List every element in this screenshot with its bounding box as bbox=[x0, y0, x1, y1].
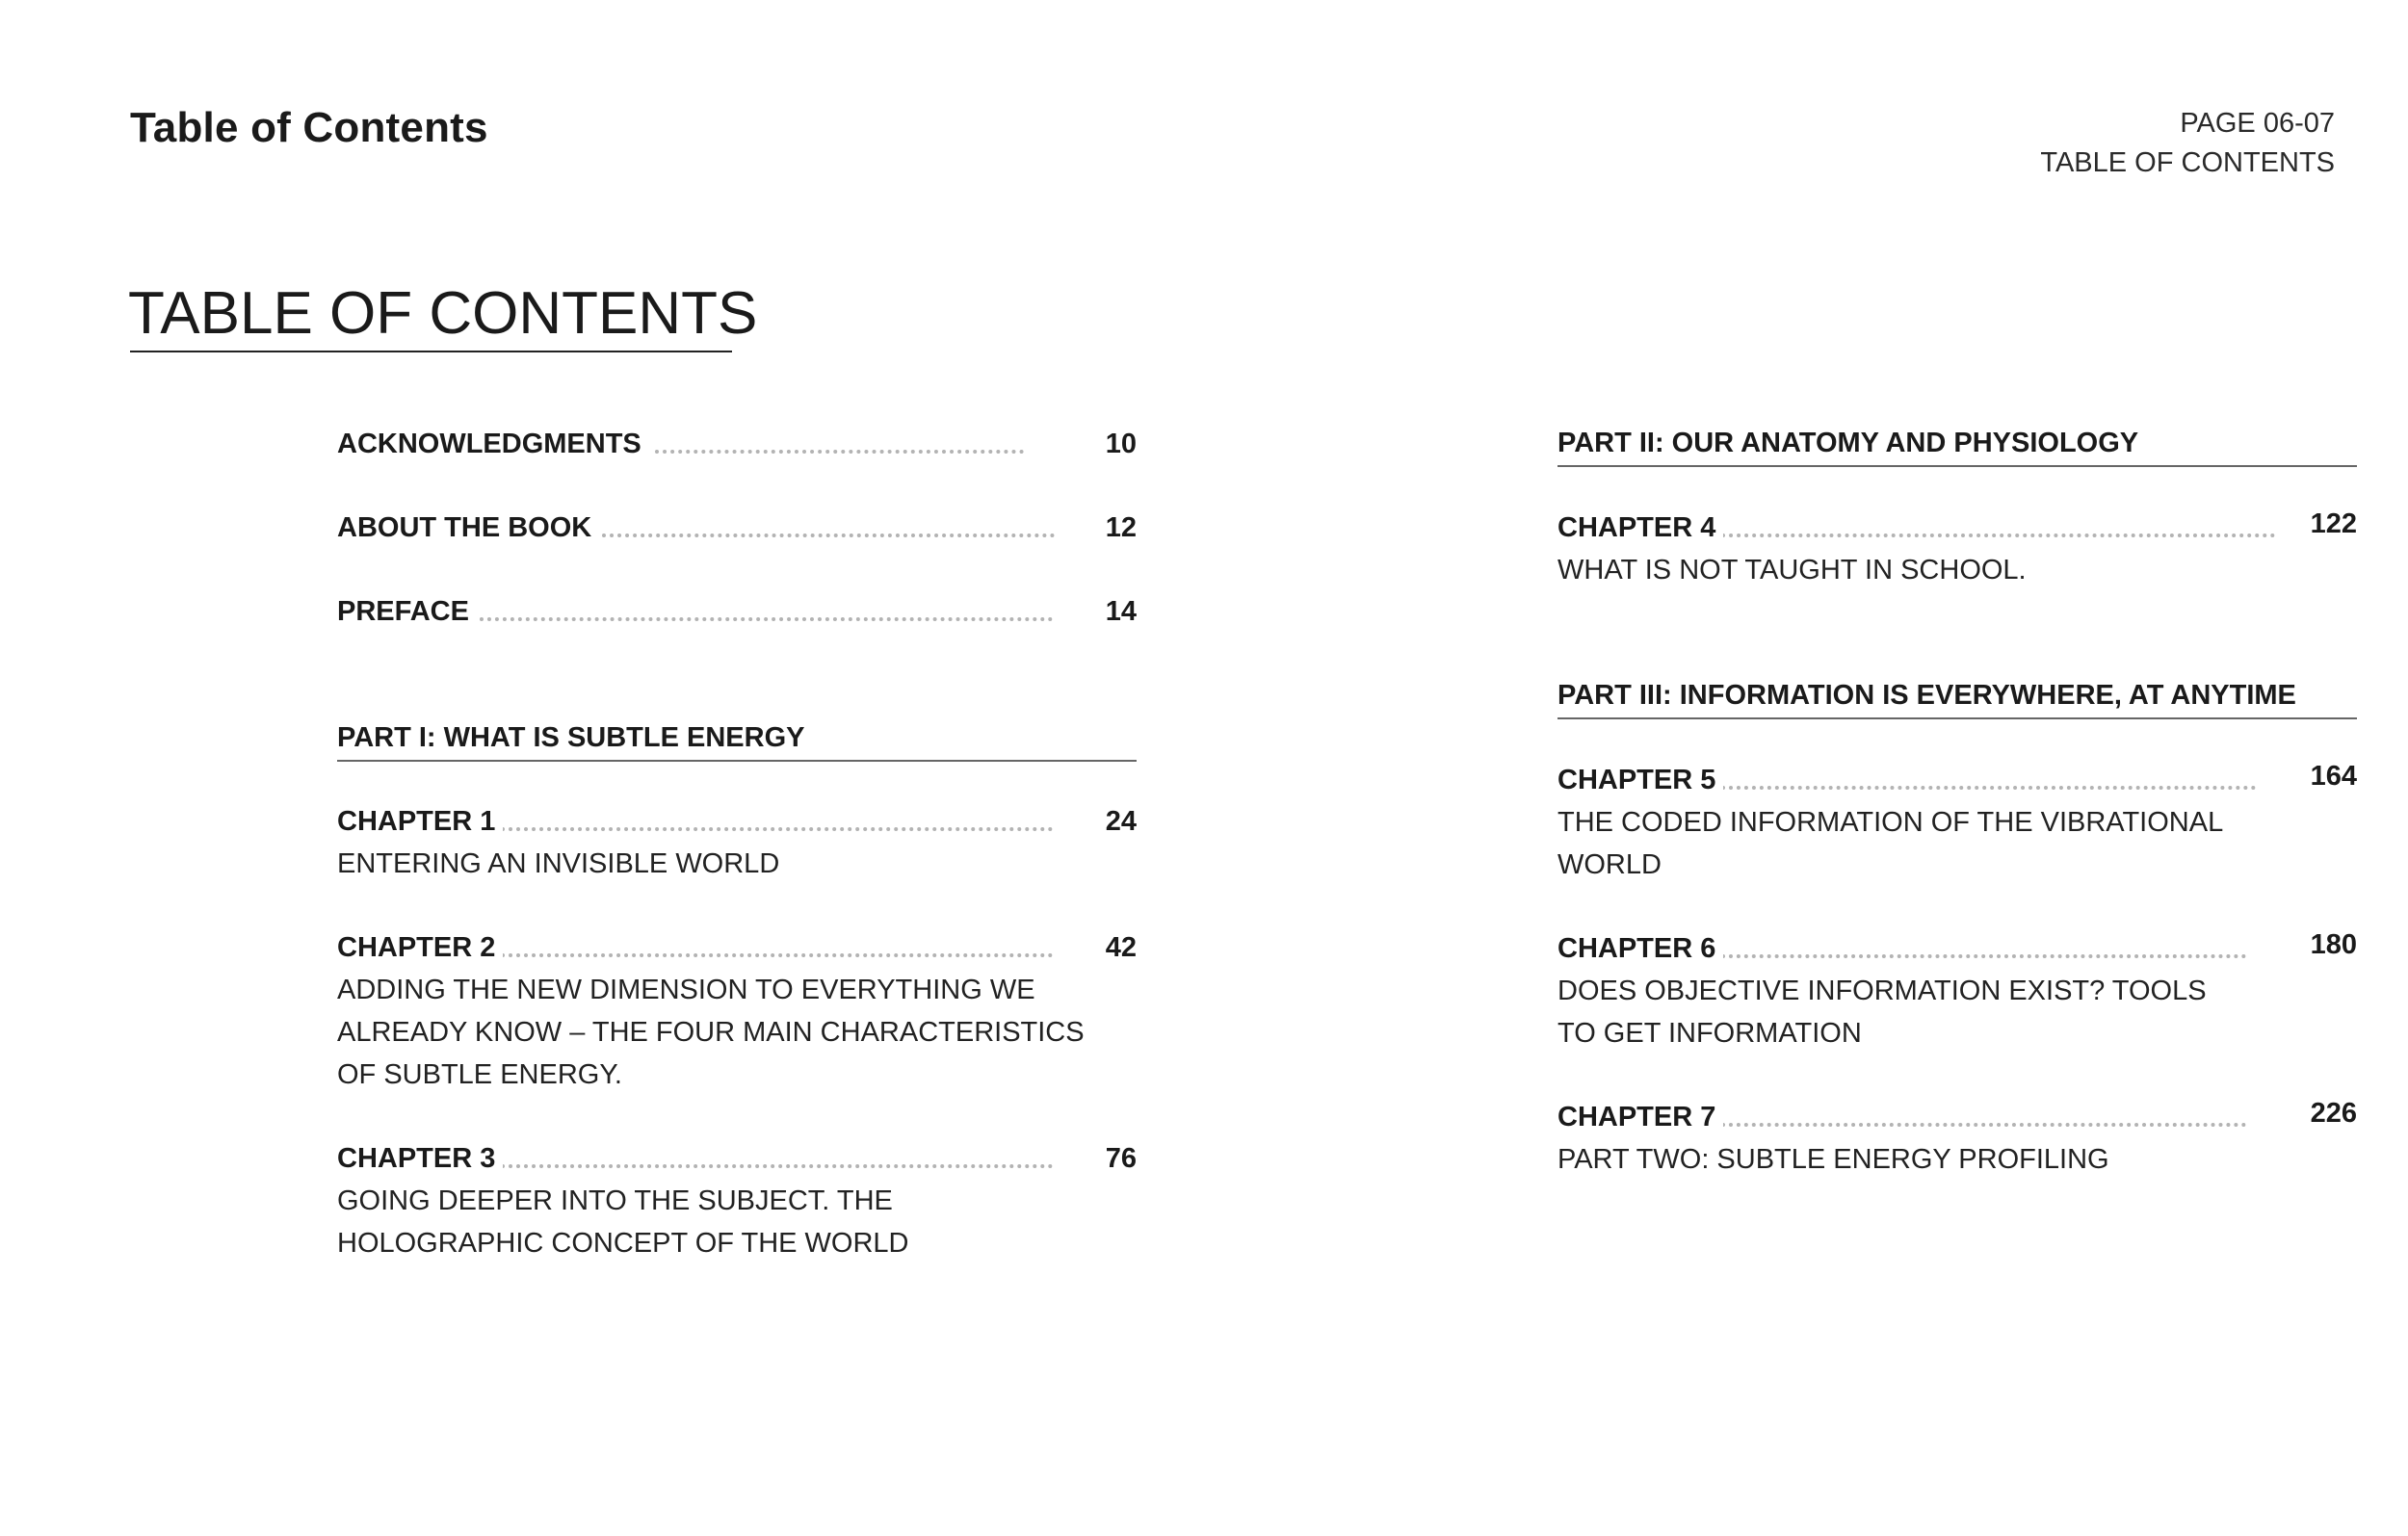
dot-leader bbox=[501, 953, 1053, 957]
part-rule bbox=[1557, 717, 2357, 719]
part-rule bbox=[337, 760, 1137, 762]
chapter-description-line: ENTERING AN INVISIBLE WORLD bbox=[337, 848, 780, 879]
chapter-description-line: WHAT IS NOT TAUGHT IN SCHOOL. bbox=[1557, 555, 2027, 586]
chapter-description-line: THE CODED INFORMATION OF THE VIBRATIONAL bbox=[1557, 807, 2224, 838]
dot-leader bbox=[472, 617, 1053, 621]
main-title: TABLE OF CONTENTS bbox=[128, 280, 758, 347]
part-title: PART III: INFORMATION IS EVERYWHERE, AT ANYTIME bbox=[1557, 680, 2296, 711]
section-label: TABLE OF CONTENTS bbox=[2040, 147, 2335, 178]
toc-entry-chapter-5[interactable] bbox=[1557, 759, 2357, 886]
chapter-description-line: GOING DEEPER INTO THE SUBJECT. THE bbox=[337, 1185, 893, 1216]
dot-leader bbox=[1721, 1123, 2246, 1127]
toc-page-number: 24 bbox=[1105, 806, 1137, 837]
toc-entry-label: CHAPTER 5 bbox=[1557, 759, 1723, 801]
toc-entry-chapter-6[interactable] bbox=[1557, 927, 2357, 1054]
toc-entry-acknowledgments[interactable] bbox=[337, 423, 1137, 465]
toc-entry-label: ACKNOWLEDGMENTS bbox=[337, 423, 649, 465]
toc-page-number: 226 bbox=[2310, 1098, 2357, 1129]
toc-entry-label: ABOUT THE BOOK bbox=[337, 507, 599, 549]
dot-leader bbox=[655, 450, 1024, 454]
toc-entry-label: CHAPTER 3 bbox=[337, 1137, 503, 1180]
page-label: PAGE 06-07 bbox=[2180, 108, 2335, 139]
part-title: PART I: WHAT IS SUBTLE ENERGY bbox=[337, 722, 805, 753]
toc-entry-label: CHAPTER 2 bbox=[337, 926, 503, 969]
part-heading-1 bbox=[337, 716, 1137, 762]
toc-entry-chapter-2[interactable] bbox=[337, 926, 1137, 1096]
toc-entry-label: PREFACE bbox=[337, 590, 477, 633]
chapter-description-line: WORLD bbox=[1557, 849, 1662, 880]
toc-page-number: 14 bbox=[1105, 596, 1137, 627]
toc-page-number: 164 bbox=[2310, 761, 2357, 792]
toc-entry-chapter-7[interactable] bbox=[1557, 1096, 2357, 1181]
toc-entry-preface[interactable] bbox=[337, 590, 1137, 633]
toc-page-number: 180 bbox=[2310, 929, 2357, 960]
part-heading-2 bbox=[1557, 422, 2357, 467]
toc-page-number: 10 bbox=[1105, 429, 1137, 459]
part-title: PART II: OUR ANATOMY AND PHYSIOLOGY bbox=[1557, 428, 2139, 458]
toc-entry-label: CHAPTER 1 bbox=[337, 800, 503, 843]
chapter-description-line: DOES OBJECTIVE INFORMATION EXIST? TOOLS bbox=[1557, 976, 2207, 1006]
toc-page-number: 42 bbox=[1105, 932, 1137, 963]
toc-entry-label: CHAPTER 7 bbox=[1557, 1096, 1723, 1138]
dot-leader bbox=[1721, 954, 2246, 958]
toc-page-number: 122 bbox=[2310, 508, 2357, 539]
dot-leader bbox=[1721, 534, 2275, 537]
chapter-description-line: PART TWO: SUBTLE ENERGY PROFILING bbox=[1557, 1144, 2109, 1175]
toc-entry-chapter-1[interactable] bbox=[337, 800, 1137, 885]
part-heading-3 bbox=[1557, 674, 2357, 719]
toc-left-column bbox=[337, 0, 1137, 1536]
toc-entry-about-the-book[interactable] bbox=[337, 507, 1137, 549]
toc-entry-chapter-4[interactable] bbox=[1557, 507, 2357, 591]
toc-page-number: 12 bbox=[1105, 512, 1137, 543]
dot-leader bbox=[602, 534, 1055, 537]
toc-page-number: 76 bbox=[1105, 1143, 1137, 1174]
toc-entry-chapter-3[interactable] bbox=[337, 1137, 1137, 1264]
chapter-description-line: ALREADY KNOW – THE FOUR MAIN CHARACTERISTICS bbox=[337, 1017, 1085, 1048]
dot-leader bbox=[501, 827, 1053, 831]
running-title: Table of Contents bbox=[130, 104, 488, 151]
chapter-description-line: TO GET INFORMATION bbox=[1557, 1018, 1862, 1049]
dot-leader bbox=[1721, 786, 2256, 790]
chapter-description-line: HOLOGRAPHIC CONCEPT OF THE WORLD bbox=[337, 1228, 909, 1259]
toc-right-column bbox=[1557, 0, 2357, 1536]
toc-entry-label: CHAPTER 6 bbox=[1557, 927, 1723, 970]
chapter-description-line: ADDING THE NEW DIMENSION TO EVERYTHING WE bbox=[337, 975, 1035, 1005]
toc-entry-label: CHAPTER 4 bbox=[1557, 507, 1723, 549]
dot-leader bbox=[501, 1164, 1053, 1168]
part-rule bbox=[1557, 465, 2357, 467]
chapter-description-line: OF SUBTLE ENERGY. bbox=[337, 1059, 622, 1090]
